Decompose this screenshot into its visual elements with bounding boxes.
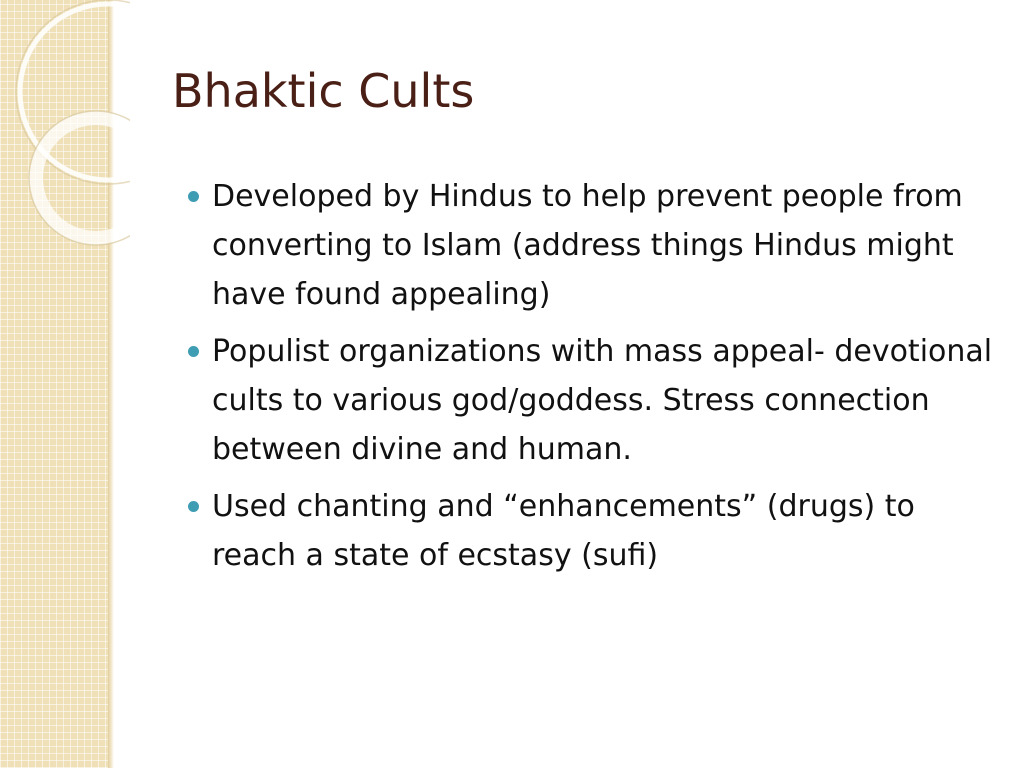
bullet-dot-icon bbox=[188, 501, 199, 512]
bullet-item bbox=[188, 327, 994, 474]
bullet-text: Populist organizations with mass appeal- devotional cults to various god/goddess. Stress connection between divine and human. bbox=[212, 334, 993, 467]
slide-title: Bhaktic Cults bbox=[172, 64, 475, 118]
bullet-text: Used chanting and “enhancements” (drugs) to reach a state of ecstasy (sufi) bbox=[212, 489, 915, 573]
bullet-item bbox=[188, 172, 994, 319]
bullet-dot-icon bbox=[188, 191, 199, 202]
bullet-item bbox=[188, 482, 994, 580]
bullet-text: Developed by Hindus to help prevent people from converting to Islam (address things Hindus might have found appealing) bbox=[212, 179, 963, 312]
bullet-list bbox=[188, 172, 994, 588]
decorative-rings bbox=[0, 0, 130, 260]
bullet-dot-icon bbox=[188, 346, 199, 357]
